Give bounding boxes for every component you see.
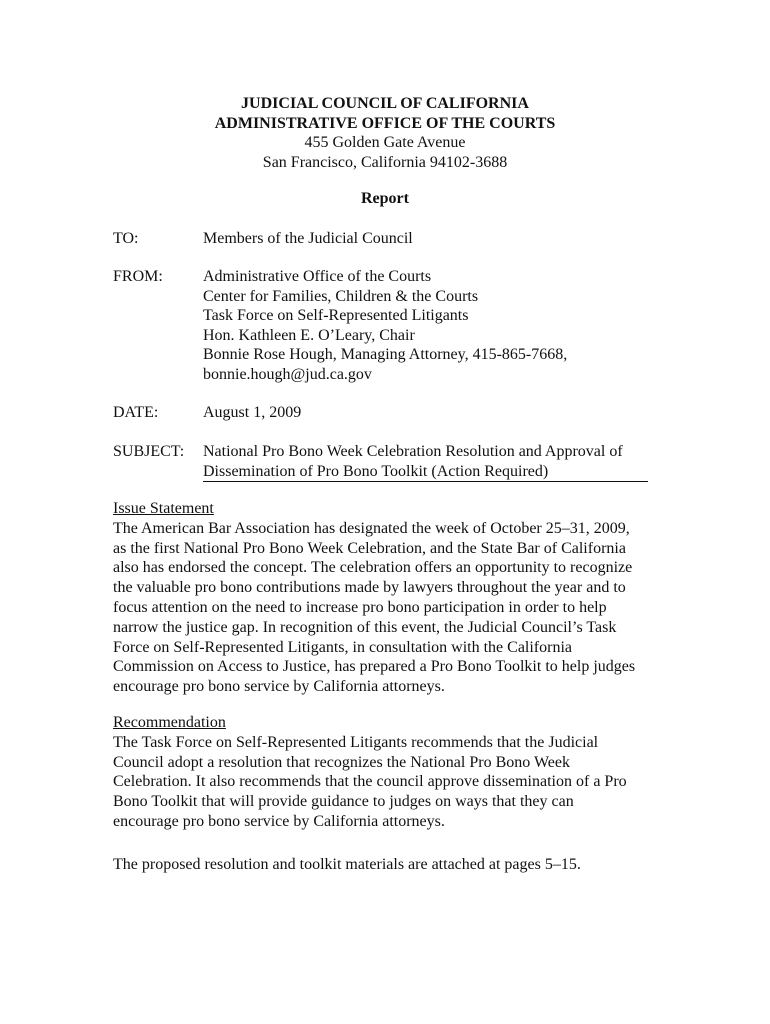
- from-line: Center for Families, Children & the Courts: [203, 287, 479, 305]
- from-line: Bonnie Rose Hough, Managing Attorney, 415-865-7668,: [203, 346, 568, 363]
- paragraph-line: also has endorsed the concept. The celebration offers an opportunity to recognize: [113, 559, 633, 577]
- from-line: Hon. Kathleen E. O’Leary, Chair: [203, 326, 415, 344]
- issue-statement-heading: Issue Statement: [113, 500, 214, 517]
- from-line: Administrative Office of the Courts: [203, 268, 432, 285]
- date-label: DATE:: [113, 404, 159, 421]
- subject-line: National Pro Bono Week Celebration Resolution and Approval of: [203, 443, 623, 460]
- address-city: San Francisco, California 94102-3688: [262, 153, 508, 171]
- address-street: 455 Golden Gate Avenue: [304, 134, 466, 151]
- issue-statement-body: [113, 519, 653, 697]
- to-value-text: Members of the Judicial Council: [203, 230, 413, 247]
- report-title: Report: [361, 190, 409, 207]
- paragraph-line: Council adopt a resolution that recognizes the National Pro Bono Week: [113, 753, 570, 771]
- paragraph-line: encourage pro bono service by California attorneys.: [113, 678, 445, 696]
- paragraph-line: narrow the justice gap. In recognition of this event, the Judicial Council’s Task: [113, 618, 617, 636]
- subject-label: SUBJECT:: [113, 443, 185, 460]
- date-value: [203, 403, 673, 423]
- to-label: TO:: [113, 230, 139, 247]
- paragraph-line: Bono Toolkit that will provide guidance to judges on ways that they can: [113, 793, 574, 811]
- paragraph-line: Commission on Access to Justice, has prepared a Pro Bono Toolkit to help judges: [113, 658, 636, 676]
- from-line: Task Force on Self-Represented Litigants: [203, 307, 469, 324]
- paragraph-line: as the first National Pro Bono Week Celebration, and the State Bar of California: [113, 539, 626, 557]
- subject-value: [203, 442, 673, 482]
- org-name: JUDICIAL COUNCIL OF CALIFORNIA: [241, 95, 529, 112]
- recommendation-section: [113, 713, 653, 832]
- paragraph-line: focus attention on the need to increase pro bono participation in order to help: [113, 598, 607, 616]
- to-value: [203, 229, 673, 249]
- recommendation-body: [113, 733, 653, 832]
- from-value: [203, 267, 673, 384]
- recommendation-heading: Recommendation: [113, 714, 226, 731]
- paragraph-line: Force on Self-Represented Litigants, in consultation with the California: [113, 638, 573, 656]
- from-label: FROM:: [113, 268, 163, 285]
- paragraph-line: The American Bar Association has designated the week of October 25–31, 2009,: [113, 519, 630, 537]
- closing-line: The proposed resolution and toolkit materials are attached at pages 5–15.: [113, 856, 581, 873]
- from-email: bonnie.hough@jud.ca.gov: [203, 365, 372, 383]
- paragraph-line: The Task Force on Self-Represented Litigants recommends that the Judicial: [113, 733, 599, 751]
- closing-body: [113, 855, 653, 875]
- office-name: ADMINISTRATIVE OFFICE OF THE COURTS: [214, 114, 556, 132]
- paragraph-line: the valuable pro bono contributions made by lawyers throughout the year and to: [113, 579, 626, 597]
- paragraph-line: Celebration. It also recommends that the council approve dissemination of a Pro: [113, 773, 627, 791]
- issue-statement-section: [113, 499, 653, 697]
- letterhead: [0, 94, 770, 172]
- date-value-text: August 1, 2009: [203, 404, 302, 421]
- subject-line-underlined: Dissemination of Pro Bono Toolkit (Action Required): [203, 462, 648, 483]
- paragraph-line: encourage pro bono service by California attorneys.: [113, 812, 445, 830]
- closing-section: [113, 855, 653, 875]
